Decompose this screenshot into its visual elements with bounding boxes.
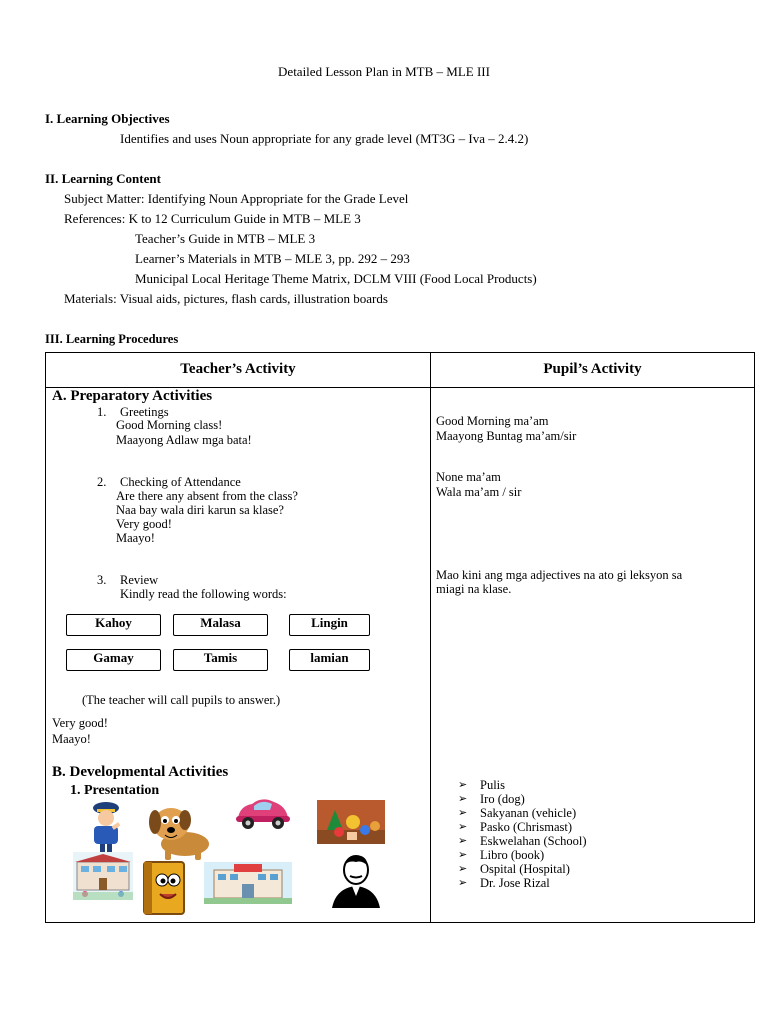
list-item: ➢ Libro (book)	[458, 848, 587, 862]
reference-2: Teacher’s Guide in MTB – MLE 3	[135, 231, 316, 246]
word-card: Tamis	[173, 649, 268, 671]
review-line-1: Kindly read the following words:	[120, 587, 287, 601]
pupil-attendance-1: None ma’am	[436, 470, 501, 484]
materials: Materials: Visual aids, pictures, flash cards, illustration boards	[64, 291, 388, 306]
word-card: Gamay	[66, 649, 161, 671]
reference-3: Learner’s Materials in MTB – MLE 3, pp. 292 – 293	[135, 251, 410, 266]
pupil-greeting-2: Maayong Buntag ma’am/sir	[436, 429, 577, 443]
pupil-activity-header: Pupil’s Activity	[431, 353, 755, 388]
objectives-heading: I. Learning Objectives	[45, 111, 170, 126]
christmas-picture	[317, 800, 385, 844]
page-title: Detailed Lesson Plan in MTB – MLE III	[278, 64, 490, 79]
attendance-line-3: Very good!	[116, 517, 172, 531]
presentation-heading: 1. Presentation	[70, 783, 160, 798]
very-good: Very good!	[52, 716, 108, 730]
pupil-review-2: miagi na klase.	[436, 582, 512, 596]
word-card: lamian	[289, 649, 370, 671]
pupil-review-1: Mao kini ang mga adjectives na ato gi leksyon sa	[436, 568, 683, 582]
list-item: ➢ Sakyanan (vehicle)	[458, 806, 587, 820]
police-officer-picture	[86, 800, 126, 852]
preparatory-heading: A. Preparatory Activities	[52, 388, 213, 404]
jose-rizal-picture	[318, 848, 394, 910]
attendance-line-1: Are there any absent from the class?	[116, 489, 298, 503]
maayo: Maayo!	[52, 732, 91, 746]
list-item: ➢ Iro (dog)	[458, 792, 587, 806]
developmental-heading: B. Developmental Activities	[52, 764, 229, 780]
list-item: ➢ Dr. Jose Rizal	[458, 876, 587, 890]
list-item: ➢ Pasko (Chrismast)	[458, 820, 587, 834]
school-picture	[73, 852, 133, 900]
book-picture	[134, 856, 196, 918]
noun-list	[458, 778, 587, 890]
list-item: ➢ Pulis	[458, 778, 587, 792]
content-heading: II. Learning Content	[45, 171, 161, 186]
attendance-title: Checking of Attendance	[120, 475, 241, 489]
word-card: Malasa	[173, 614, 268, 636]
attendance-line-2: Naa bay wala diri karun sa klase?	[116, 503, 284, 517]
references: References: K to 12 Curriculum Guide in MTB – MLE 3	[64, 211, 361, 226]
dog-picture	[143, 802, 215, 862]
subject-matter: Subject Matter: Identifying Noun Appropriate for the Grade Level	[64, 191, 409, 206]
reference-4: Municipal Local Heritage Theme Matrix, DCLM VIII (Food Local Products)	[135, 271, 537, 286]
list-item: ➢ Ospital (Hospital)	[458, 862, 587, 876]
greetings-line-1: Good Morning class!	[116, 418, 223, 432]
greetings-number: 1.	[97, 405, 107, 419]
word-card: Kahoy	[66, 614, 161, 636]
objectives-text: Identifies and uses Noun appropriate for any grade level (MT3G – Iva – 2.4.2)	[120, 131, 529, 146]
teacher-activity-header: Teacher’s Activity	[46, 353, 431, 388]
pupil-greeting-1: Good Morning ma’am	[436, 414, 549, 428]
procedures-heading: III. Learning Procedures	[45, 332, 179, 346]
review-title: Review	[120, 573, 159, 587]
pupil-attendance-2: Wala ma’am / sir	[436, 485, 522, 499]
review-number: 3.	[97, 573, 107, 587]
list-item: ➢ Eskwelahan (School)	[458, 834, 587, 848]
car-picture	[234, 794, 292, 830]
attendance-number: 2.	[97, 475, 107, 489]
greetings-title: Greetings	[120, 405, 169, 419]
attendance-line-4: Maayo!	[116, 531, 155, 545]
word-card: Lingin	[289, 614, 370, 636]
greetings-line-2: Maayong Adlaw mga bata!	[116, 433, 252, 447]
hospital-picture	[204, 862, 292, 904]
call-note: (The teacher will call pupils to answer.)	[82, 693, 281, 707]
